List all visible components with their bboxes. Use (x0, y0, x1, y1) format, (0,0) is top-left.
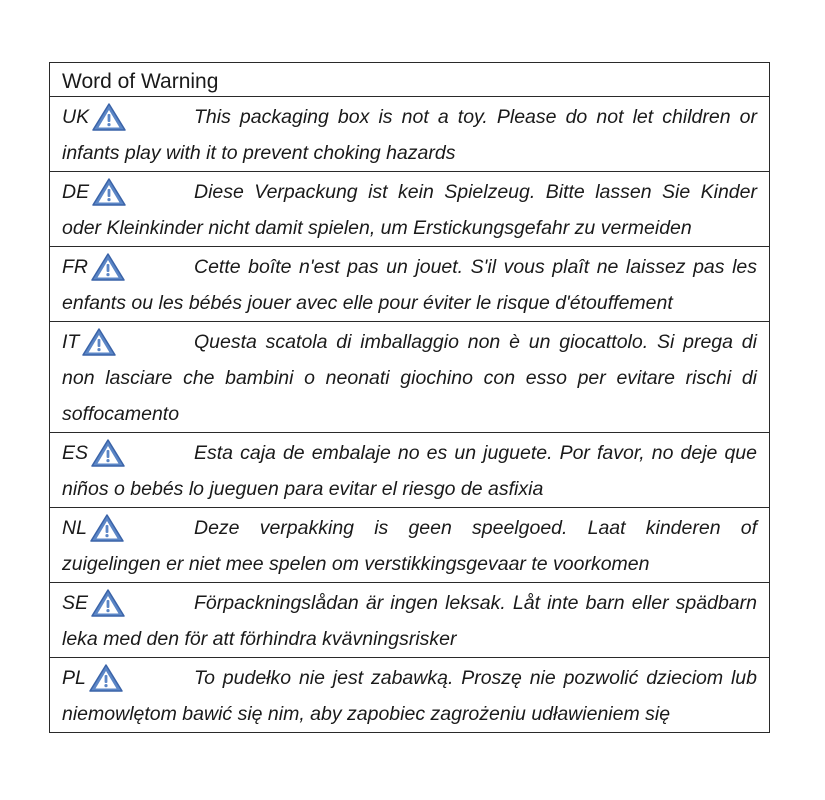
language-code: SE (62, 592, 89, 614)
warning-row-de (50, 172, 769, 247)
warning-triangle-icon (90, 438, 126, 468)
warning-text: To pudełko nie jest zabawką. Proszę nie pozwolić dzieciom lub niemowlętom bawić się nim, aby zapobiec zagrożeniu udławieniem się (62, 667, 757, 725)
language-code: NL (62, 517, 87, 539)
warning-row-lead (62, 99, 194, 135)
warning-text: This packaging box is not a toy. Please do not let children or infants play with it to prevent choking hazards (62, 106, 757, 164)
warning-triangle-icon (90, 252, 126, 282)
warning-triangle-icon (90, 588, 126, 618)
warning-row-pl (50, 658, 769, 732)
language-code: FR (62, 256, 88, 278)
warning-row-se (50, 583, 769, 658)
warning-table (49, 62, 770, 733)
warning-row-fr (50, 247, 769, 322)
warning-triangle-icon (88, 663, 124, 693)
warning-triangle-icon (91, 102, 127, 132)
warning-row-lead (62, 324, 194, 360)
language-code: PL (62, 667, 86, 689)
warning-triangle-icon (91, 177, 127, 207)
language-code: UK (62, 106, 90, 128)
warning-row-lead (62, 249, 194, 285)
warning-row-lead (62, 510, 194, 546)
warning-text: Diese Verpackung ist kein Spielzeug. Bitte lassen Sie Kinder oder Kleinkinder nicht damit spielen, um Erstickungsgefahr zu vermeiden (62, 181, 757, 239)
language-code: DE (62, 181, 90, 203)
warning-text: Questa scatola di imballaggio non è un giocattolo. Si prega di non lasciare che bambini o neonati giochino con esso per evitare rischi di soffocamento (62, 331, 757, 425)
warning-row-lead (62, 585, 194, 621)
warning-row-nl (50, 508, 769, 583)
warning-text: Esta caja de embalaje no es un juguete. Por favor, no deje que niños o bebés lo jueguen para evitar el riesgo de asfixia (62, 442, 757, 500)
warning-row-lead (62, 174, 194, 210)
warning-row-es (50, 433, 769, 508)
language-code: IT (62, 331, 80, 353)
warning-text: Cette boîte n'est pas un jouet. S'il vous plaît ne laissez pas les enfants ou les bébés jouer avec elle pour éviter le risque d'étouffement (62, 256, 757, 314)
warning-row-lead (62, 660, 194, 696)
language-code: ES (62, 442, 89, 464)
warning-row-uk (50, 97, 769, 172)
warning-row-lead (62, 435, 194, 471)
warning-text: Förpackningslådan är ingen leksak. Låt inte barn eller spädbarn leka med den för att förhindra kvävningsrisker (62, 592, 757, 650)
warning-triangle-icon (89, 513, 125, 543)
warning-row-it (50, 322, 769, 433)
warning-text: Deze verpakking is geen speelgoed. Laat kinderen of zuigelingen er niet mee spelen om verstikkingsgevaar te voorkomen (62, 517, 757, 575)
table-title: Word of Warning (50, 63, 769, 97)
warning-triangle-icon (81, 327, 117, 357)
